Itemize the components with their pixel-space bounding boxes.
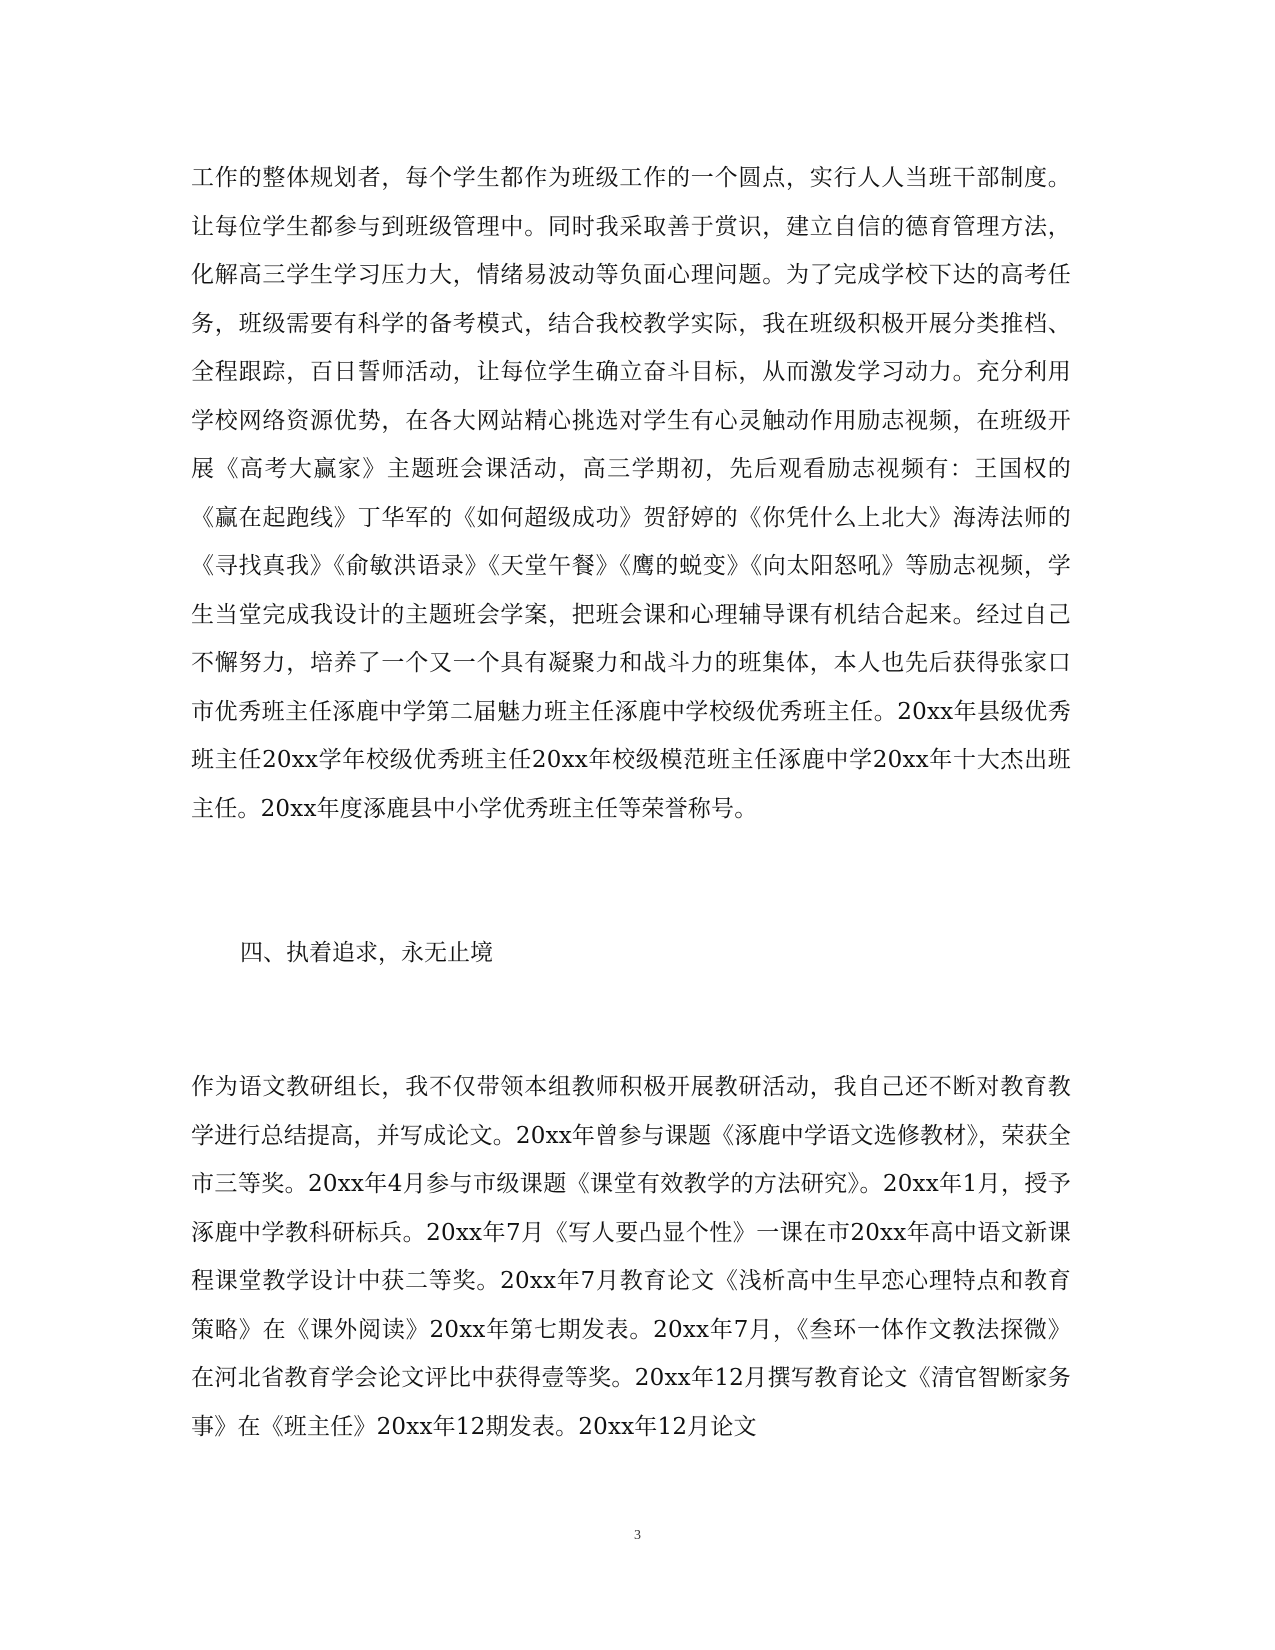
- page-number: 3: [634, 1528, 641, 1543]
- body-paragraph-2: 作为语文教研组长，我不仅带领本组教师积极开展教研活动，我自己还不断对教育教学进行总结提高，并写成论文。20xx年曾参与课题《涿鹿中学语文选修教材》，荣获全市三等奖。20xx年4月参与市级课题《课堂有效教学的方法研究》。20xx年1月，授予涿鹿中学教科研标兵。20xx年7月《写人要凸显个性》一课在市20xx年高中语文新课程课堂教学设计中获二等奖。20xx年7月教育论文《浅析高中生早恋心理特点和教育策略》在《课外阅读》20xx年第七期发表。20xx年7月，《叁环一体作文教法探微》在河北省教育学会论文评比中获得壹等奖。20xx年12月撰写教育论文《清官智断家务事》在《班主任》20xx年12期发表。20xx年12月论文: [191, 1074, 1071, 1440]
- section-heading: 四、执着追求，永无止境: [240, 940, 493, 966]
- body-paragraph-1: 工作的整体规划者，每个学生都作为班级工作的一个圆点，实行人人当班干部制度。让每位学生都参与到班级管理中。同时我采取善于赏识，建立自信的德育管理方法，化解高三学生学习压力大，情绪易波动等负面心理问题。为了完成学校下达的高考任务，班级需要有科学的备考模式，结合我校教学实际，我在班级积极开展分类推档、全程跟踪，百日誓师活动，让每位学生确立奋斗目标，从而激发学习动力。充分利用学校网络资源优势，在各大网站精心挑选对学生有心灵触动作用励志视频，在班级开展《高考大赢家》主题班会课活动，高三学期初，先后观看励志视频有：王国权的《赢在起跑线》丁华军的《如何超级成功》贺舒婷的《你凭什么上北大》海涛法师的《寻找真我》《俞敏洪语录》《天堂午餐》《鹰的蜕变》《向太阳怒吼》等励志视频，学生当堂完成我设计的主题班会学案，把班会课和心理辅导课有机结合起来。经过自己不懈努力，培养了一个又一个具有凝聚力和战斗力的班集体，本人也先后获得张家口市优秀班主任涿鹿中学第二届魅力班主任涿鹿中学校级优秀班主任。20xx年县级优秀班主任20xx学年校级优秀班主任20xx年校级模范班主任涿鹿中学20xx年十大杰出班主任。20xx年度涿鹿县中小学优秀班主任等荣誉称号。: [191, 165, 1071, 822]
